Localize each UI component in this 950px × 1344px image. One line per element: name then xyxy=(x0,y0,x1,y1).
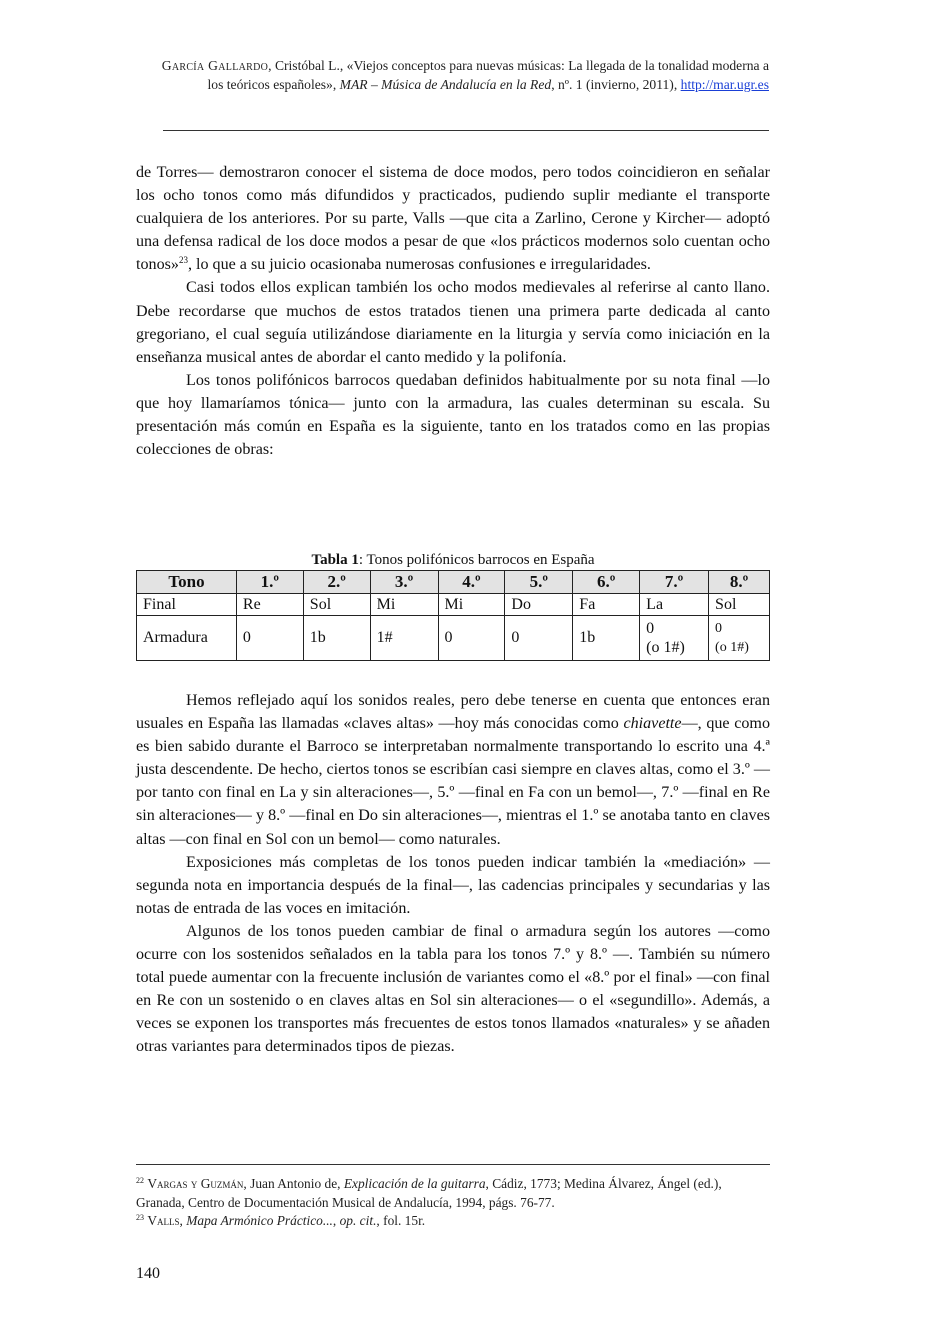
footnote-author: Valls xyxy=(147,1213,180,1228)
header-url-link[interactable]: http://mar.ugr.es xyxy=(680,76,769,92)
table-cell: 1b xyxy=(303,616,370,661)
table-row-armadura xyxy=(137,616,770,661)
footnote-title: Mapa Armónico Práctico... xyxy=(186,1213,333,1228)
footnote-text-end: , fol. 15r. xyxy=(376,1213,426,1228)
paragraph-4-text-end: —, que como es bien sabido durante el Barroco se interpretaban normalmente transportando lo escrito una 4.ª justa descendente. De hecho, ciertos tonos se escribían casi siempre en claves altas, como el 3.º —por tanto con final en La y sin alteraciones—, 5.º —final en Fa con un bemol—, 7.º —final en Re sin alteraciones— y 8.º —final en Do sin alteraciones—, mientras el 1.º se anotaba tanto en claves altas —con final en Sol con un bemol— como naturales. xyxy=(136,715,770,848)
header-citation: , Cristóbal L., «Viejos conceptos para nuevas músicas: La llegada de la tonalidad moderna a los teóricos españoles», xyxy=(207,58,769,92)
table-cell: Fa xyxy=(573,594,640,616)
table-cell-line: 0 xyxy=(715,621,723,636)
running-header xyxy=(160,57,769,94)
footnote-divider xyxy=(136,1164,770,1165)
paragraph-1-text-end: , lo que a su juicio ocasionaba numerosas confusiones e irregularidades. xyxy=(187,256,651,274)
table-caption-label: Tabla 1 xyxy=(311,552,359,568)
footnote-ref-23[interactable]: 23 xyxy=(178,255,188,266)
table-cell: 1b xyxy=(573,616,640,661)
footnote-text-mid: , xyxy=(332,1213,340,1228)
footnote-title: Explicación de la guitarra xyxy=(343,1176,486,1191)
table-row-final xyxy=(137,594,770,616)
paragraph-4 xyxy=(136,689,770,851)
table-cell: La xyxy=(640,594,709,616)
body-text-bottom xyxy=(136,689,770,1059)
table-cell: Re xyxy=(236,594,303,616)
header-divider xyxy=(163,130,769,131)
table-cell xyxy=(640,616,709,661)
header-journal: MAR – Música de Andalucía en la Red xyxy=(339,76,552,92)
footnote-text-end: , Cádiz, 1773; Medina Álvarez, Ángel (ed.), Granada, Centro de Documentación Musical de Andalucía, 1994, págs. 76-77. xyxy=(136,1176,722,1210)
footnote-opcit: op. cit. xyxy=(339,1213,377,1228)
table-caption-text: : Tonos polifónicos barrocos en España xyxy=(358,552,595,568)
header-author: García Gallardo xyxy=(161,58,269,73)
table-cell: Mi xyxy=(370,594,438,616)
footnote-number: 22 xyxy=(136,1176,144,1185)
table-header-row xyxy=(137,571,770,594)
footnotes xyxy=(136,1175,770,1231)
table-header-cell: 5.º xyxy=(505,571,573,594)
table-header-cell: 8.º xyxy=(709,571,770,594)
table-header-cell: Tono xyxy=(137,571,237,594)
table-cell: 0 xyxy=(236,616,303,661)
table-cell: Do xyxy=(505,594,573,616)
table-cell: Final xyxy=(137,594,237,616)
table-cell: 0 xyxy=(505,616,573,661)
table-header-cell: 3.º xyxy=(370,571,438,594)
header-issue: , nº. 1 (invierno, 2011), xyxy=(551,76,681,92)
paragraph-6: Algunos de los tonos pueden cambiar de final o armadura según los autores —como ocurre con los sostenidos señalados en la tabla para los tonos 7.º y 8.º —. También su número total puede aumentar con la frecuente inclusión de variantes como el «8.º por el final» —con final en Re con un sostenido o en claves altas en Sol sin alteraciones— o el «segundillo». Además, a veces se exponen los transportes más frecuentes de estos tonos llamados «naturales» y se añaden otras variantes para determinados tipos de piezas. xyxy=(136,922,770,1056)
table-cell: Sol xyxy=(709,594,770,616)
footnote-number: 23 xyxy=(136,1213,144,1222)
table-cell-line: 0 xyxy=(646,620,655,637)
table-cell: Sol xyxy=(303,594,370,616)
paragraph-4-text: Hemos reflejado aquí los sonidos reales, pero debe tenerse en cuenta que entonces eran usuales en España las llamadas «claves altas» —hoy más conocidas como xyxy=(136,692,770,733)
footnote-text: , xyxy=(179,1213,187,1228)
table-cell: 1# xyxy=(370,616,438,661)
paragraph-5: Exposiciones más completas de los tonos pueden indicar también la «mediación» —segunda nota en importancia después de la final—, las cadencias principales y secundarias y las notas de entrada de las voces en imitación. xyxy=(136,853,770,917)
table-cell: 0 xyxy=(438,616,505,661)
table-header-cell: 4.º xyxy=(438,571,505,594)
table-header-cell: 2.º xyxy=(303,571,370,594)
table-cell-line: (o 1#) xyxy=(646,639,685,656)
footnote-23 xyxy=(136,1212,770,1231)
paragraph-3: Los tonos polifónicos barrocos quedaban definidos habitualmente por su nota final —lo que hoy llamaríamos tónica— junto con la armadura, las cuales determinan su escala. Su presentación más común en España es la siguiente, tanto en los tratados como en las propias colecciones de obras: xyxy=(136,371,770,459)
table-cell: Mi xyxy=(438,594,505,616)
table-block xyxy=(136,551,770,661)
table-header-cell: 6.º xyxy=(573,571,640,594)
paragraph-4-italic: chiavette xyxy=(623,715,682,733)
body-text-top xyxy=(136,161,770,461)
table-cell xyxy=(709,616,770,661)
footnote-22 xyxy=(136,1175,770,1212)
table-cell-line: (o 1#) xyxy=(715,640,749,655)
page-number: 140 xyxy=(136,1265,160,1282)
paragraph-1 xyxy=(136,161,770,276)
table-cell: Armadura xyxy=(137,616,237,661)
tonos-table xyxy=(136,570,770,661)
table-header-cell: 7.º xyxy=(640,571,709,594)
footnote-text: , Juan Antonio de, xyxy=(243,1176,344,1191)
paragraph-1-text: de Torres— demostraron conocer el sistema de doce modos, pero todos coincidieron en señalar los ocho tonos como más difundidos y practicados, pudiendo suplir mediante el transporte cualquiera de los anteriores. Por su parte, Valls —que cita a Zarlino, Cerone y Kircher— adoptó una defensa radical de los doce modos a pesar de que «los prácticos modernos solo cuentan ocho tonos» xyxy=(136,164,770,274)
table-caption xyxy=(136,551,770,570)
paragraph-2: Casi todos ellos explican también los ocho modos medievales al referirse al canto llano. Debe recordarse que muchos de estos tratados tienen una primera parte dedicada al canto gregoriano, el cual seguía utilizándose diariamente en la liturgia y servía como iniciación en la enseñanza musical antes de abordar el canto medido y la polifonía. xyxy=(136,279,770,366)
table-header-cell: 1.º xyxy=(236,571,303,594)
footnote-author: Vargas y Guzmán xyxy=(147,1176,244,1191)
